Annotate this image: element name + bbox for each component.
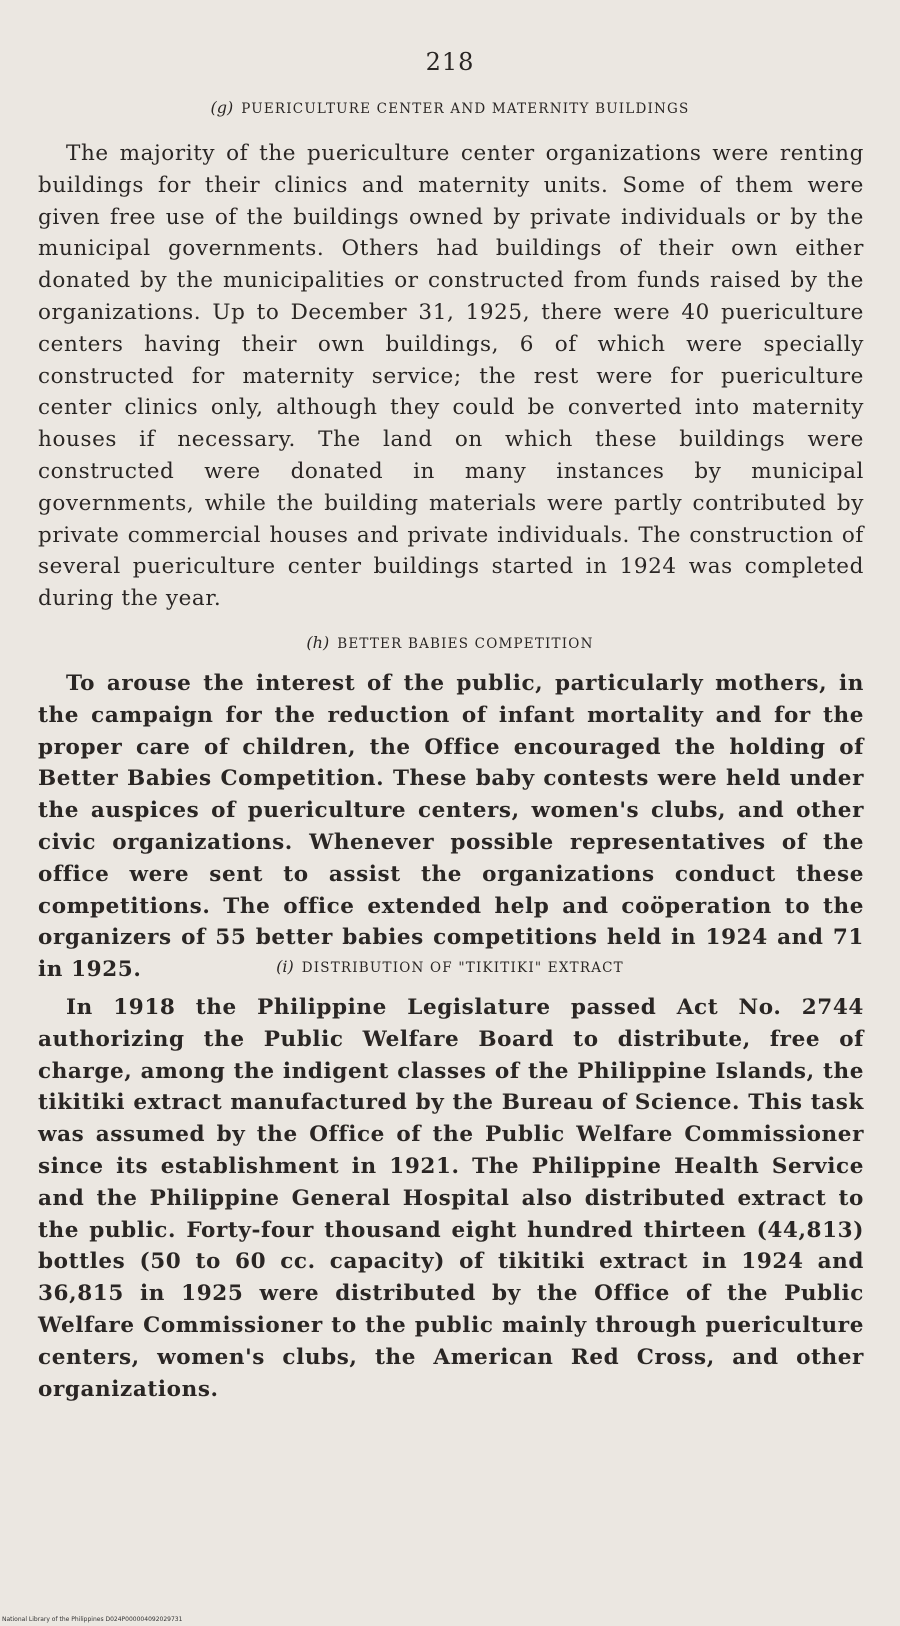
section-letter-g: (g) <box>210 98 234 117</box>
section-title-h: BETTER BABIES COMPETITION <box>337 636 594 652</box>
section-heading-i <box>0 957 900 976</box>
section-heading-h <box>0 633 900 652</box>
library-footer: National Library of the Philippines D024P000004092029731 <box>2 1616 183 1623</box>
section-letter-h: (h) <box>306 633 330 652</box>
section-letter-i: (i) <box>276 957 294 976</box>
section-title-g: PUERICULTURE CENTER AND MATERNITY BUILDINGS <box>241 101 690 117</box>
paragraph-puericulture-buildings: The majority of the puericulture center organizations were renting buildings for their clinics and maternity units. Some of them were given free use of the buildings owned by private individuals or by the municipal governments. Others had buildings of their own either donated by the municipalities or constructed from funds raised by the organizations. Up to December 31, 1925, there were 40 puericulture centers having their own buildings, 6 of which were specially constructed for maternity service; the rest were for puericulture center clinics only, although they could be converted into maternity houses if necessary. The land on which these buildings were constructed were donated in many instances by municipal governments, while the building materials were partly contributed by private commercial houses and private individuals. The construction of several puericulture center buildings started in 1924 was completed during the year. <box>38 141 864 612</box>
paragraph-tikitiki-distribution: In 1918 the Philippine Legislature passed Act No. 2744 authorizing the Public Welfare Board to distribute, free of charge, among the indigent classes of the Philippine Islands, the tikitiki extract manufactured by the Bureau of Science. This task was assumed by the Office of the Public Welfare Commissioner since its establishment in 1921. The Philippine Health Service and the Philippine General Hospital also distributed extract to the public. Forty-four thousand eight hundred thirteen (44,813) bottles (50 to 60 cc. capacity) of tikitiki extract in 1924 and 36,815 in 1925 were distributed by the Office of the Public Welfare Commissioner to the public mainly through puericulture centers, women's clubs, the American Red Cross, and other organizations. <box>38 995 864 1402</box>
paragraph-better-babies: To arouse the interest of the public, particularly mothers, in the campaign for the reduction of infant mortality and for the proper care of children, the Office encouraged the holding of Better Babies Competition. These baby contests were held under the auspices of puericulture centers, women's clubs, and other civic organizations. Whenever possible representatives of the office were sent to assist the organizations conduct these competitions. The office extended help and coöperation to the organizers of 55 better babies competitions held in 1924 and 71 in 1925. <box>38 671 864 983</box>
section-title-i: DISTRIBUTION OF "TIKITIKI" EXTRACT <box>301 960 624 976</box>
page-number: 218 <box>425 48 475 76</box>
section-heading-g <box>0 98 900 117</box>
